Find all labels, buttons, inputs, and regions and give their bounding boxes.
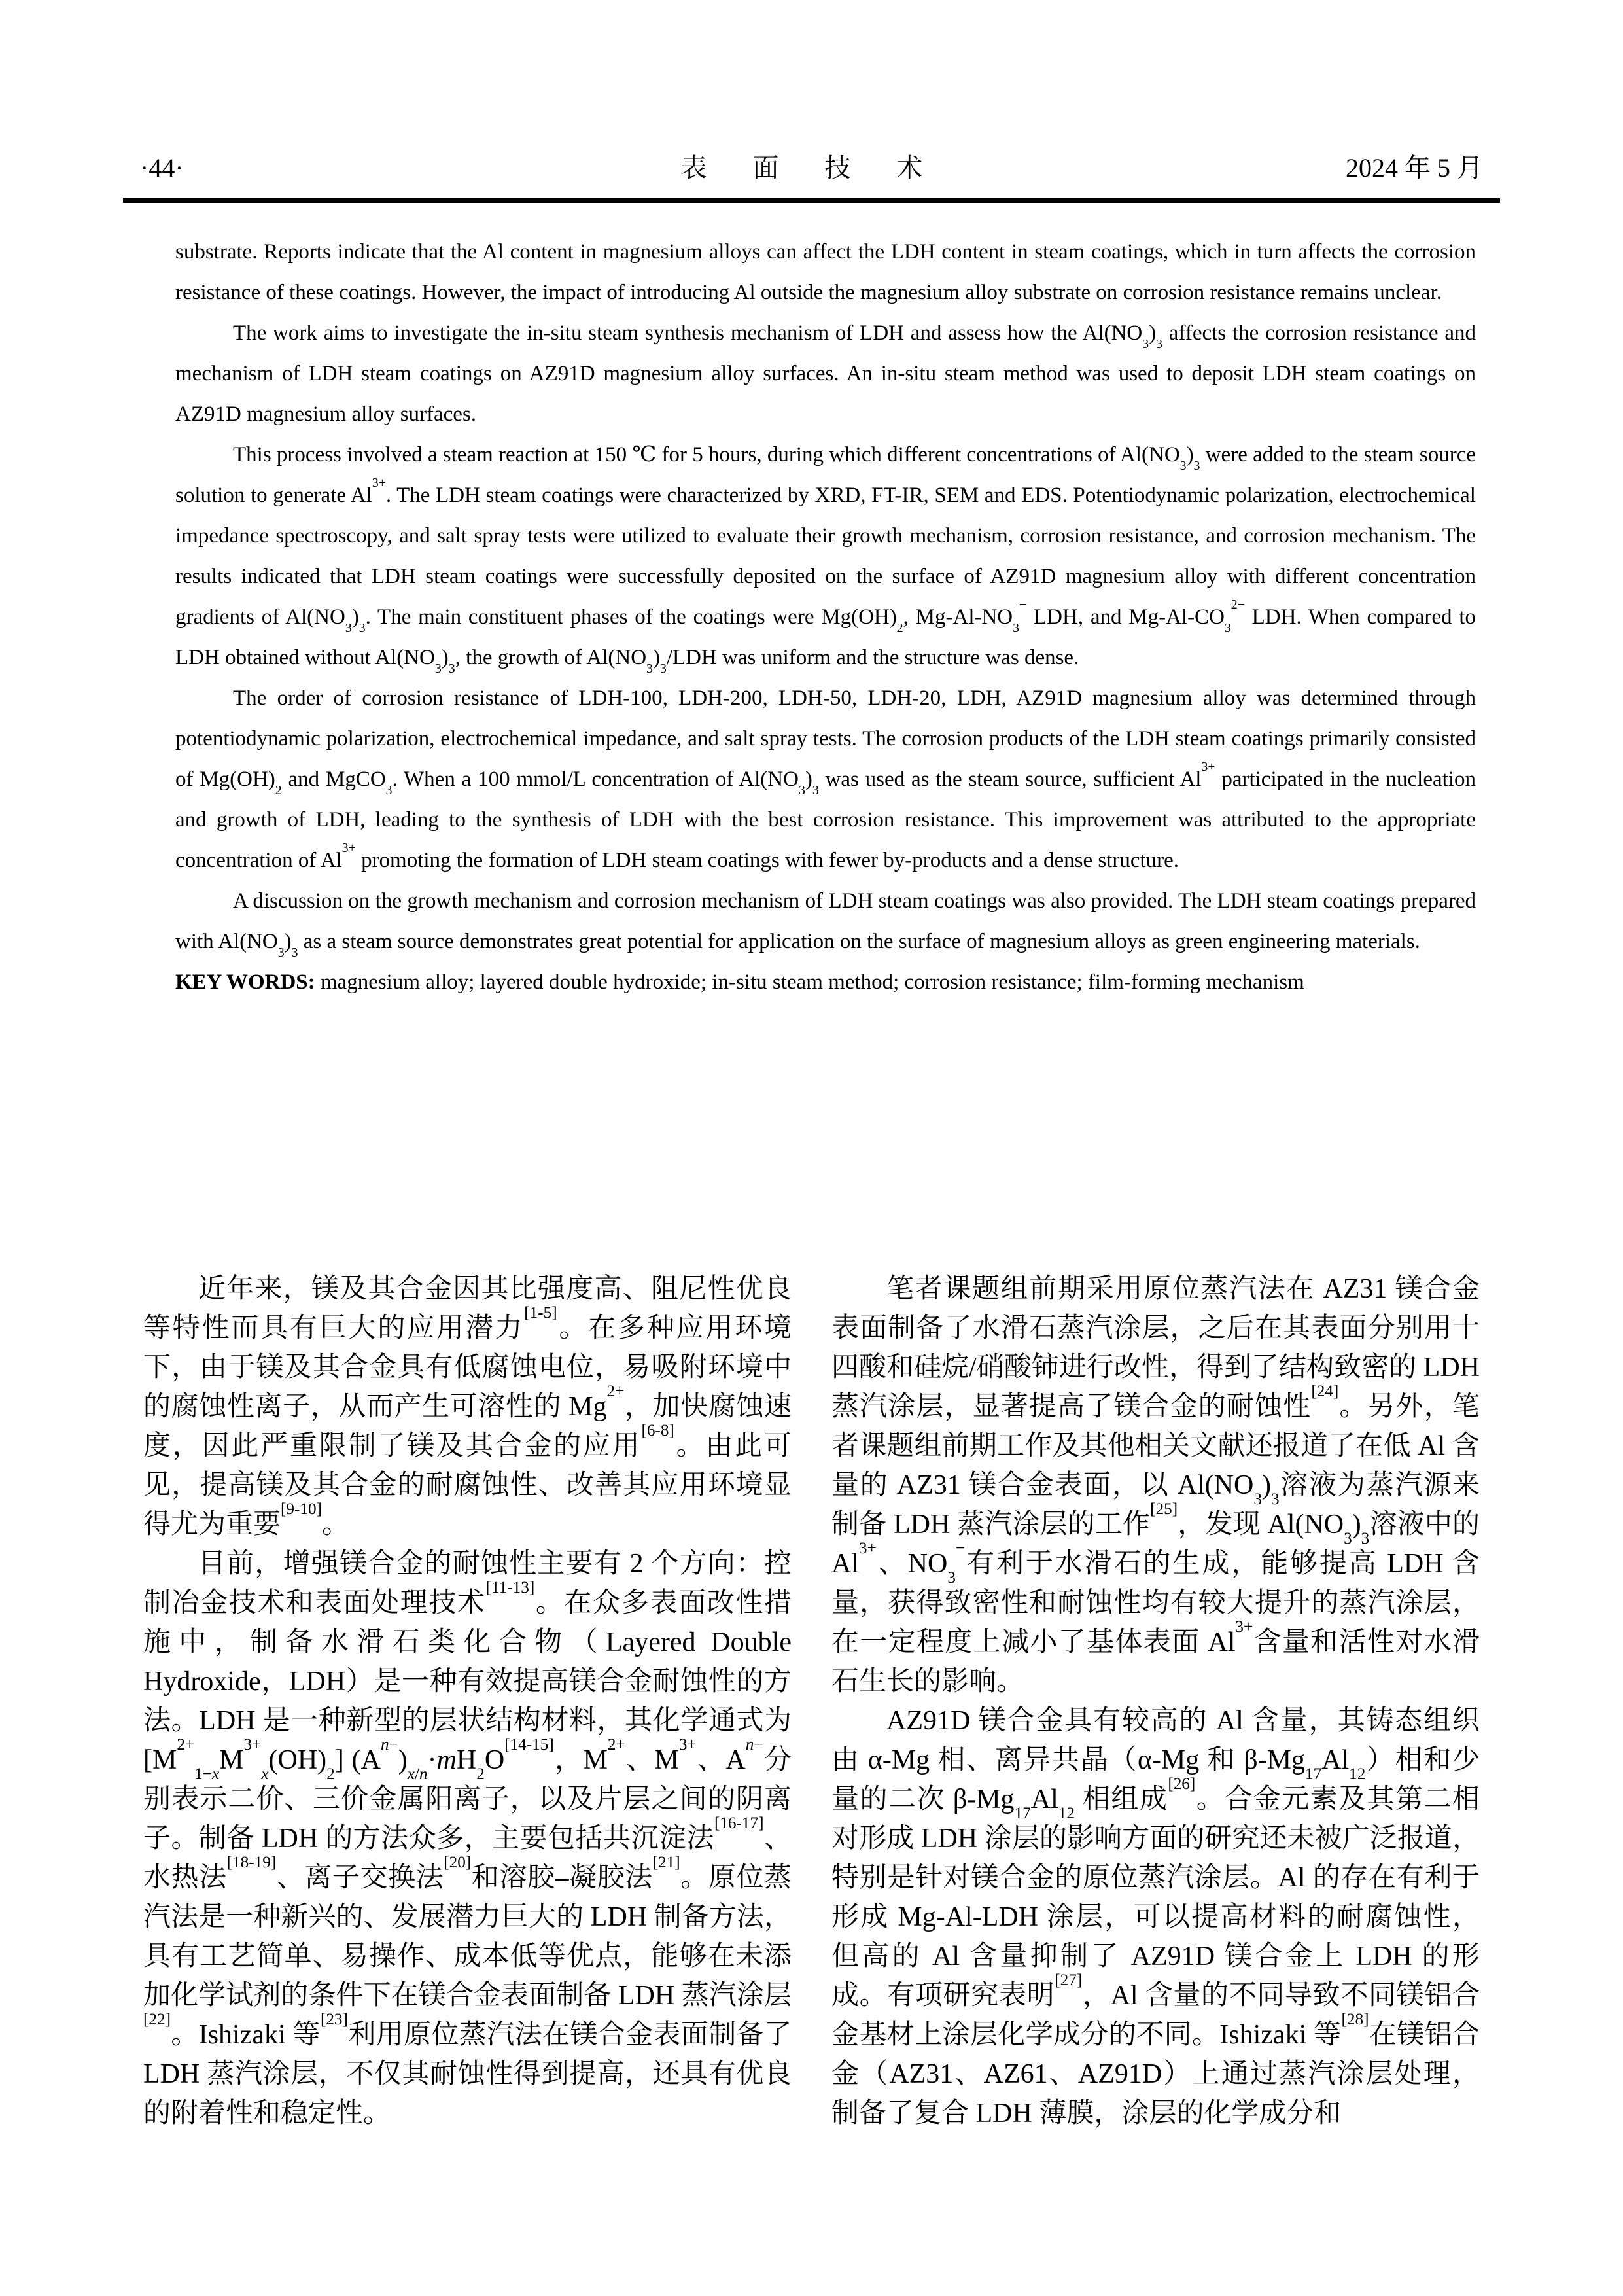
- abstract-paragraph-continuation: substrate. Reports indicate that the Al content in magnesium alloys can affect the LDH content in steam coatings, which in turn affects the corrosion resistance of these coatings. However, the impact of introducing Al outside the magnesium alloy substrate on corrosion resistance remains unclear.: [175, 240, 1476, 304]
- header-rule: [123, 198, 1500, 203]
- abstract-paragraph: This process involved a steam reaction at 150 ℃ for 5 hours, during which different concentrations of $Al(NO_3)_3$ were added to the steam source solution to generate $Al^{3+}$. The LDH steam coatings were characterized by XRD, FT-IR, SEM and EDS. Potentiodynamic polarization, electrochemical impedance spectroscopy, and salt spray tests were utilized to evaluate their growth mechanism, corrosion resistance, and corrosion mechanism. The results indicated that LDH steam coatings were successfully deposited on the surface of AZ91D magnesium alloy with different concentration gradients of $Al(NO_3)_3$. The main constituent phases of the coatings were $Mg(OH)_2$, $Mg-Al-NO_3^-$ LDH, and $Mg-Al-CO_3^{2-}$ LDH. When compared to LDH obtained without $Al(NO_3)_3$, the growth of $Al(NO_3)_3$/LDH was uniform and the structure was dense.: [175, 443, 1476, 677]
- abstract-paragraph: A discussion on the growth mechanism and corrosion mechanism of LDH steam coatings was also provided. The LDH steam coatings prepared with $Al(NO_3)_3$ as a steam source demonstrates great potential for application on the surface of magnesium alloys as green engineering materials.: [175, 889, 1476, 961]
- right-column: [831, 1269, 1480, 2133]
- keywords-text: magnesium alloy; layered double hydroxide; in-situ steam method; corrosion resistance; film-forming mechanism: [320, 970, 1304, 994]
- abstract-paragraph: The work aims to investigate the in-situ steam synthesis mechanism of LDH and assess how the $Al(NO_3)_3$ affects the corrosion resistance and mechanism of LDH steam coatings on AZ91D magnesium alloy surfaces. An in-situ steam method was used to deposit LDH steam coatings on AZ91D magnesium alloy surfaces.: [175, 321, 1476, 426]
- body-paragraph: 近年来，镁及其合金因其比强度高、阻尼性优良等特性而具有巨大的应用潜力[1-5]。在多种应用环境下，由于镁及其合金具有低腐蚀电位，易吸附环境中的腐蚀性离子，从而产生可溶性的 $Mg^{2+}$，加快腐蚀速度，因此严重限制了镁及其合金的应用[6-8]。由此可见，提高镁及其合金的耐腐蚀性、改善其应用环境显得尤为重要[9-10]。: [143, 1274, 792, 1540]
- body-paragraph: 笔者课题组前期采用原位蒸汽法在 AZ31 镁合金表面制备了水滑石蒸汽涂层，之后在其表面分别用十四酸和硅烷/硝酸铈进行改性，得到了结构致密的 LDH 蒸汽涂层，显著提高了镁合金的耐蚀性[24]。另外，笔者课题组前期工作及其他相关文献还报道了在低 Al 含量的 AZ31 镁合金表面，以 $Al(NO_3)_3$溶液为蒸汽源来制备 LDH 蒸汽涂层的工作[25]，发现 $Al(NO_3)_3$溶液中的 $Al^{3+}$、$NO_3^-$有利于水滑石的生成，能够提高 LDH 含量，获得致密性和耐蚀性均有较大提升的蒸汽涂层，在一定程度上减小了基体表面 $Al^{3+}$含量和活性对水滑石生长的影响。: [831, 1274, 1480, 1697]
- body-columns: [143, 1269, 1480, 2133]
- abstract-paragraph: The order of corrosion resistance of LDH-100, LDH-200, LDH-50, LDH-20, LDH, AZ91D magnesium alloy was determined through potentiodynamic polarization, electrochemical impedance, and salt spray tests. The corrosion products of the LDH steam coatings primarily consisted of $Mg(OH)_2$ and MgCO$_3$. When a 100 mmol/L concentration of $Al(NO_3)_3$ was used as the steam source, sufficient $Al^{3+}$ participated in the nucleation and growth of LDH, leading to the synthesis of LDH with the best corrosion resistance. This improvement was attributed to the appropriate concentration of $Al^{3+}$ promoting the formation of LDH steam coatings with fewer by-products and a dense structure.: [175, 686, 1476, 872]
- left-column: [143, 1269, 792, 2133]
- journal-title: 表 面 技 术: [680, 153, 943, 183]
- abstract-section: [175, 232, 1476, 1002]
- body-paragraph: AZ91D 镁合金具有较高的 Al 含量，其铸态组织由 α-Mg 相、离异共晶（α-Mg 和 $\beta-Mg_{17}Al_{12}$）相和少量的二次 $\beta-Mg_{17}Al_{12}$ 相组成[26]。合金元素及其第二相对形成 LDH 涂层的影响方面的研究还未被广泛报道，特别是针对镁合金的原位蒸汽涂层。Al 的存在有利于形成 Mg-Al-LDH 涂层，可以提高材料的耐腐蚀性，但高的 Al 含量抑制了 AZ91D 镁合金上 LDH 的形成。有项研究表明[27]，Al 含量的不同导致不同镁铝合金基材上涂层化学成分的不同。Ishizaki 等[28]在镁铝合金（AZ31、AZ61、AZ91D）上通过蒸汽涂层处理，制备了复合 LDH 薄膜，涂层的化学成分和: [831, 1706, 1480, 2128]
- keywords-paragraph: [175, 962, 1476, 1002]
- page-number: ·44·: [140, 153, 184, 183]
- keywords-label: KEY WORDS:: [175, 970, 321, 994]
- issue-date: 2024 年 5 月: [1346, 153, 1483, 183]
- body-paragraph: 目前，增强镁合金的耐蚀性主要有 2 个方向：控制冶金技术和表面处理技术[11-13]。在众多表面改性措施中，制备水滑石类化合物（Layered Double Hydroxide，LDH）是一种有效提高镁合金耐蚀性的方法。LDH 是一种新型的层状结构材料，其化学通式为 $[M^{2+}_{1-x}M^{3+}_x(OH)_2]$ $(A^{n-})_{x/n}\cdot mH_2O[14-15]$，$M^{2+}$、$M^{3+}$、$A^{n-}$分别表示二价、三价金属阳离子，以及片层之间的阴离子。制备 LDH 的方法众多，主要包括共沉淀法[16-17]、水热法[18-19]、离子交换法[20]和溶胶–凝胶法[21]。原位蒸汽法是一种新兴的、发展潜力巨大的 LDH 制备方法，具有工艺简单、易操作、成本低等优点，能够在未添加化学试剂的条件下在镁合金表面制备 LDH 蒸汽涂层[22]。Ishizaki 等[23]利用原位蒸汽法在镁合金表面制备了 LDH 蒸汽涂层，不仅其耐蚀性得到提高，还具有优良的附着性和稳定性。: [143, 1549, 792, 2128]
